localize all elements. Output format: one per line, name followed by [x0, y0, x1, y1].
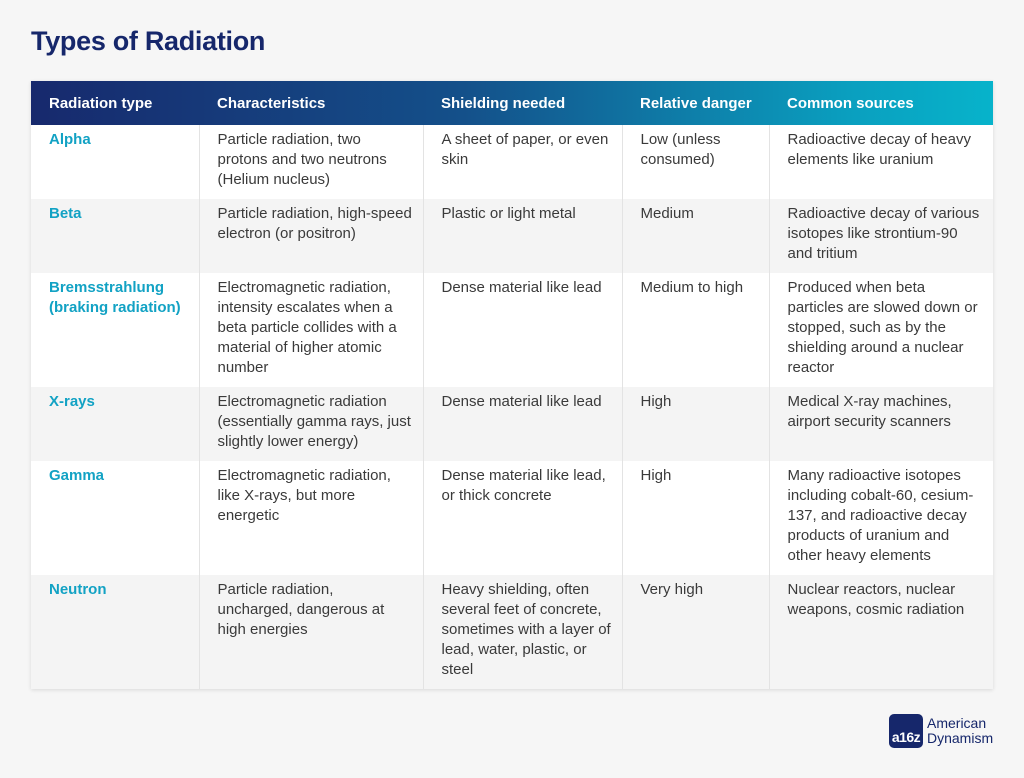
- column-header-shielding-needed: Shielding needed: [441, 94, 566, 112]
- danger-cell: Low (unless consumed): [622, 125, 769, 199]
- sources-cell: Nuclear reactors, nuclear weapons, cosmic radiation: [769, 575, 993, 689]
- table-row: [31, 461, 993, 575]
- table-row: [31, 273, 993, 387]
- characteristics-cell: Electromagnetic radiation, like X-rays, but more energetic: [199, 461, 423, 575]
- sources-cell: Many radioactive isotopes including cobalt-60, cesium-137, and radioactive decay products of uranium and other heavy elements: [769, 461, 993, 575]
- sources-cell: Radioactive decay of various isotopes like strontium-90 and tritium: [769, 199, 993, 273]
- radiation-type-cell: Neutron: [49, 581, 107, 598]
- radiation-type-cell: Gamma: [49, 467, 105, 484]
- danger-cell: Medium to high: [622, 273, 769, 387]
- characteristics-cell: Particle radiation, two protons and two neutrons (Helium nucleus): [199, 125, 423, 199]
- characteristics-cell: Particle radiation, high-speed electron (or positron): [199, 199, 423, 273]
- page-title: Types of Radiation: [31, 26, 266, 56]
- radiation-type-cell: Alpha: [49, 131, 91, 148]
- characteristics-cell: Particle radiation, uncharged, dangerous at high energies: [199, 575, 423, 689]
- radiation-type-cell: Bremsstrahlung (braking radiation): [49, 279, 181, 316]
- characteristics-cell: Electromagnetic radiation, intensity escalates when a beta particle collides with a material of higher atomic number: [199, 273, 423, 387]
- table-row: [31, 125, 993, 199]
- table-header-row: [31, 81, 993, 125]
- a16z-logo-mark: a16z: [889, 714, 923, 748]
- shielding-cell: Dense material like lead: [423, 387, 622, 461]
- shielding-cell: A sheet of paper, or even skin: [423, 125, 622, 199]
- radiation-type-cell: X-rays: [49, 393, 95, 410]
- shielding-cell: Heavy shielding, often several feet of concrete, sometimes with a layer of lead, water, plastic, or steel: [423, 575, 622, 689]
- column-header-common-sources: Common sources: [787, 94, 914, 112]
- table-row: [31, 387, 993, 461]
- shielding-cell: Dense material like lead: [423, 273, 622, 387]
- sources-cell: Produced when beta particles are slowed down or stopped, such as by the shielding around a nuclear reactor: [769, 273, 993, 387]
- shielding-cell: Dense material like lead, or thick concrete: [423, 461, 622, 575]
- column-header-radiation-type: Radiation type: [49, 94, 153, 112]
- logo-text-line-2: Dynamism: [927, 730, 994, 746]
- column-header-characteristics: Characteristics: [217, 94, 326, 112]
- danger-cell: Medium: [622, 199, 769, 273]
- table-row: [31, 199, 993, 273]
- logo-wordmark: [927, 716, 993, 746]
- radiation-table: [31, 81, 993, 689]
- characteristics-cell: Electromagnetic radiation (essentially gamma rays, just slightly lower energy): [199, 387, 423, 461]
- logo-text-line-1: American: [927, 715, 987, 731]
- danger-cell: Very high: [622, 575, 769, 689]
- shielding-cell: Plastic or light metal: [423, 199, 622, 273]
- table-row: [31, 575, 993, 689]
- sources-cell: Medical X-ray machines, airport security scanners: [769, 387, 993, 461]
- sources-cell: Radioactive decay of heavy elements like uranium: [769, 125, 993, 199]
- column-header-relative-danger: Relative danger: [640, 94, 752, 112]
- danger-cell: High: [622, 461, 769, 575]
- a16z-american-dynamism-logo: [889, 714, 993, 748]
- radiation-type-cell: Beta: [49, 205, 82, 222]
- danger-cell: High: [622, 387, 769, 461]
